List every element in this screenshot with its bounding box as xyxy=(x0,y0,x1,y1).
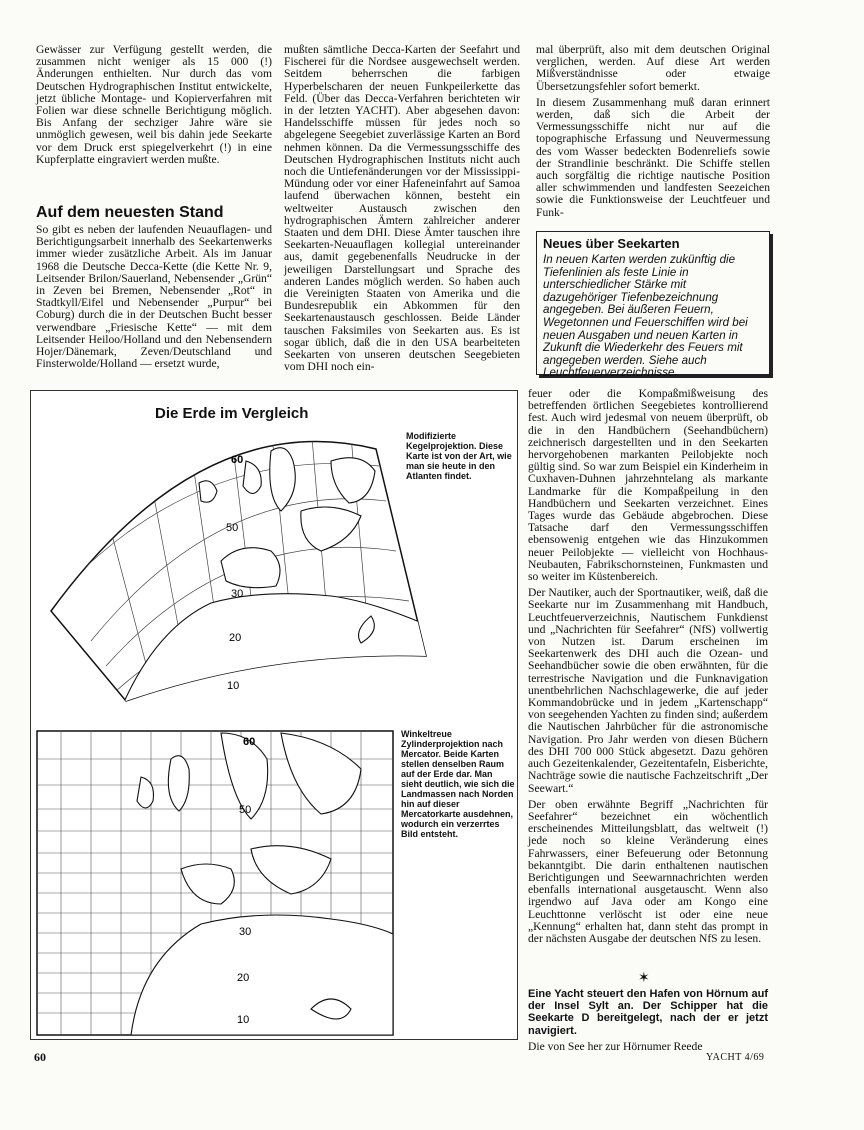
figure-caption-mercator: Winkeltreue Zylinderprojektion nach Mercator. Beide Karten stellen denselben Raum auf der Erde dar. Man sieht deutlich, wie sich die Landmassen nach Norden hin auf dieser Mercatorkarte ausdehnen, wodurch ein verzerrtes Bild entsteht. xyxy=(401,729,515,839)
paragraph: In diesem Zusammenhang muß daran erinnert werden, daß sich die Arbeit der Vermessungsschiffe nicht nur auf die topographische Erfassung und Neuvermessung des vom Wasser bedeckten Bodenreliefs sowie der Strandlinie beschränkt. Die Schiffe stellen auch sorgfältig die richtige nautische Position aller schwimmenden und landfesten Seezeichen sowie die Funktionsweise der Leuchtfeuer und Funk- xyxy=(536,95,770,219)
paragraph: So gibt es neben der laufenden Neuauflagen- und Berichtigungsarbeit innerhalb des Seekartenwerks immer wieder zusätzliche Arbeit. Als im Januar 1968 die Deutsche Decca-Kette (die Kette Nr. 9, Leitsender Brilon/Sauerland, Nebensender „Grün“ in Zeven bei Bremen, Nebensender „Rot“ in Stadtkyll/Eifel und Nebensender „Purpur“ bei Coburg) durch die in der Deutschen Bucht besser verwendbare „Friesische Kette“ — mit dem Leitsender Heiloo/Holland und den Nebensendern Hojer/Dänemark, Zeven/Deutschland und Finsterwolde/Holland — ersetzt wurde, xyxy=(36,223,272,371)
paragraph: Die von See her zur Hörnumer Reede xyxy=(528,1039,703,1053)
paragraph: Der oben erwähnte Begriff „Nachrichten für Seefahrer“ bezeichnet ein wöchentlich erscheinendes Mitteilungsblatt, das weltweit (!) jede noch so kleine Veränderung eines Fahrwassers, einer Befeuerung oder Betonnung bekanntgibt. Die darin enthaltenen nautischen Berichtigungen und Seewarnnachrichten werden ebenfalls international ausgetauscht. Wenn also irgendwo auf Java oder am Kongo eine Leuchttonne verlöscht ist oder eine neue „Kennung“ erhalten hat, dann steht das prompt in der nächsten Ausgabe der deutschen NfS zu lesen. xyxy=(528,797,768,945)
conic-lat-label-30: 30 xyxy=(231,588,244,600)
paragraph: mußten sämtliche Decca-Karten der Seefahrt und Fischerei für die Nordsee ausgewechselt werden. Seitdem beherrschen die farbigen Hyperbelscharen der neuen Funkpeilerkette das Feld. (Über das Decca-Verfahren berichteten wir in der letzten YACHT). Aber abgesehen davon: Handelsschiffe müssen für jedes noch so abgelegene Seegebiet zuverlässige Karten an Bord nehmen können. Da die Vermessungsschiffe des Deutschen Hydrographischen Instituts nicht auch noch die Untiefenänderungen vor der Mississippi-Mündung oder vor einer Hafeneinfahrt auf Samoa laufend überwachen können, besteht ein weltweiter Austausch zwischen den hydrographischen Ämtern zahlreicher anderer Staaten und dem DHI. Diese Ämter tauschen ihre Seekarten-Neuauflagen kollegial untereinander aus, damit gegebenenfalls Neudrucke in der jeweiligen Darstellungsart und Sprache des anderen Landes möglich werden. So haben auch die Vereinigten Staaten von Amerika und die Bundesrepublik ein Abkommen für den Seekartenaustausch geschlossen. Beide Länder tauschen Faksimiles von Seekarten aus. Es ist sogar üblich, daß die in den USA bearbeiteten Seekarten von unseren deutschen Seegebieten vom DHI noch ein- xyxy=(284,43,520,374)
paragraph: feuer oder die Kompaßmißweisung des betreffenden örtlichen Seegebietes kontrollierend fest. Auch wird jedesmal von neuem überprüft, ob die in den Handbüchern (Seehandbüchern) zeichnerisch dargestellten und in den Seekarten hervorgehobenen markanten Peilobjekte noch gültig sind. So war zum Beispiel ein Kinderheim in Cuxhaven-Duhnen jahrzehntelang als markante Landmarke für die Kompaßpeilung in den Handbüchern und Seekarten verzeichnet. Eines Tages wurde das Gebäude abgebrochen. Diese Tatsache darf den Vermessungsschiffen ebensowenig entgehen wie das Hinzukommen neuer Peilobjekte — vielleicht von Hochhaus-Neubauten, Fabrikschornsteinen, Funkmasten und so weiter im Küstenbereich. xyxy=(528,387,768,584)
mercator-lat-label-50: 50 xyxy=(239,804,252,816)
info-box xyxy=(536,231,770,380)
paragraph: mal überprüft, also mit dem deutschen Original verglichen, werden. Auf diese Art werden Mißverständnisse oder etwaige Übersetzungsfehler sofort bemerkt. xyxy=(536,43,770,93)
column-3-top xyxy=(536,44,770,223)
conic-projection-map xyxy=(31,391,519,711)
figure-title: Die Erde im Vergleich xyxy=(155,405,309,422)
info-box-body: In neuen Karten werden zukünftig die Tiefenlinien als feste Linie in unterschiedlicher Stärke mit dazugehöriger Tiefenbezeichnung angegeben. Bei äußeren Feuern, Wegetonnen und Feuerschiffen wird bei neuen Ausgaben und neuen Karten in Zukunft die Wiederkehr des Feuers mit angegeben werden. Siehe auch Leuchtfeuerverzeichnisse. xyxy=(543,253,748,380)
column-3-bottom xyxy=(528,988,768,1057)
section-heading: Auf dem neuesten Stand xyxy=(36,204,224,221)
info-box-title: Neues über Seekarten xyxy=(543,236,680,251)
column-2 xyxy=(284,44,520,377)
mercator-lat-label-30: 30 xyxy=(239,926,252,938)
map-figure xyxy=(30,390,518,1040)
column-1-main xyxy=(36,224,272,374)
magazine-issue: YACHT 4/69 xyxy=(706,1052,765,1063)
mercator-lat-label-60: 60 xyxy=(243,736,256,748)
conic-lat-label-60: 60 xyxy=(231,454,244,466)
mercator-lat-label-20: 20 xyxy=(237,972,250,984)
mercator-projection-map xyxy=(31,719,519,1039)
photo-caption-paragraph: Eine Yacht steuert den Hafen von Hörnum auf der Insel Sylt an. Der Schipper hat die Seekarte D bereitgelegt, nach der er jetzt navigiert. xyxy=(528,988,768,1037)
conic-lat-label-50: 50 xyxy=(226,522,239,534)
mercator-lat-label-10: 10 xyxy=(237,1014,250,1026)
column-1-top xyxy=(36,44,272,170)
page-number: 60 xyxy=(34,1050,46,1064)
column-3-main xyxy=(528,388,768,949)
paragraph: Gewässer zur Verfügung gestellt werden, die zusammen nicht weniger als 15 000 (!) Änderungen enthielten. Nur durch das vom Deutschen Hydrographischen Institut entwickelte, jetzt übliche Montage- und Kopierverfahren mit Folien war diese schnelle Berichtigung möglich. Bis Anfang der sechziger Jahre wäre sie unmöglich gewesen, weil bis dahin jede Seekarte vor dem Druck erst spiegelverkehrt (!) in eine Kupferplatte eingraviert werden mußte. xyxy=(36,43,272,166)
figure-caption-conic: Modifizierte Kegelprojektion. Diese Karte ist von der Art, wie man sie heute in den Atlanten findet. xyxy=(406,431,512,481)
conic-lat-label-20: 20 xyxy=(229,632,242,644)
conic-lat-label-10: 10 xyxy=(227,680,240,692)
paragraph: Der Nautiker, auch der Sportnautiker, weiß, daß die Seekarte nur im Zusammenhang mit Handbuch, Leuchtfeuerverzeichnis, Nautischem Funkdienst und „Nachrichten für Seefahrer“ (NfS) vollwertig von Nutzen ist. Darum erscheinen im Seekartenwerk des DHI auch die Ozean- und Seehandbücher sowie die oben erwähnten, für die terrestrische Navigation und die Funknavigation unentbehrlichen Nachschlagewerke, die auf jeder Kommandobrücke und in jedem „Kartenschapp“ von seegehenden Yachten zu finden sind; außerdem die Nautischen Jahrbücher für die astronomische Navigation. Pro Jahr werden von diesen Büchern des DHI 700 000 Stück abgesetzt. Dazu gehören auch Gezeitenkalender, Gezeitentafeln, Eisberichte, Nachträge sowie die nautische Fachzeitschrift „Der Seewart.“ xyxy=(528,586,768,795)
separator-star-icon: ✶ xyxy=(638,971,650,986)
